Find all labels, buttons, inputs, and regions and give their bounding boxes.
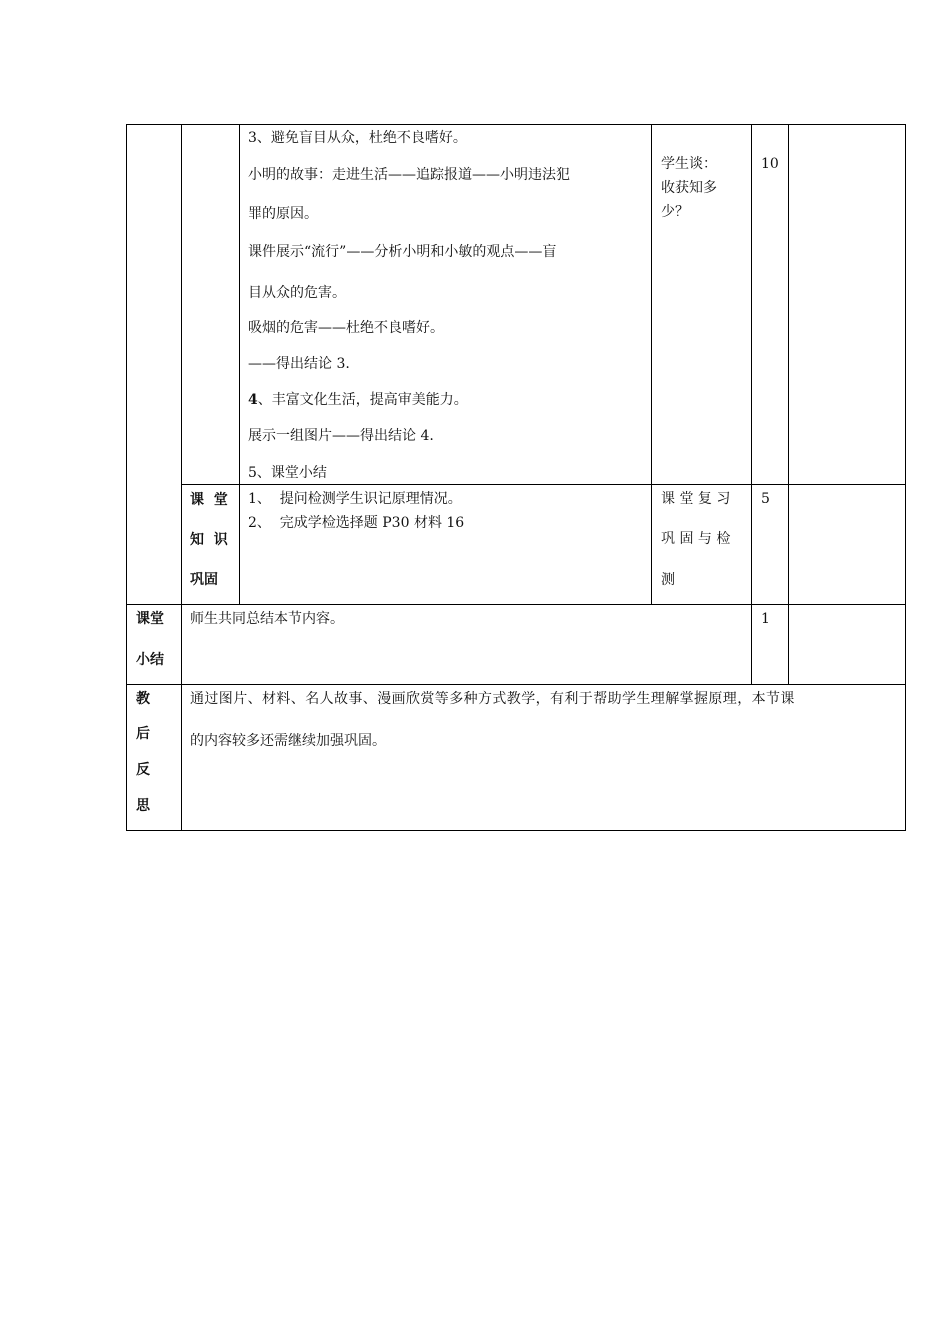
content-line: 3、避免盲目从众，杜绝不良嗜好。	[248, 130, 467, 146]
table-rule	[126, 604, 906, 605]
content-line: 通过图片、材料、名人故事、漫画欣赏等多种方式教学，有利于帮助学生理解掌握原理，本节课	[190, 691, 795, 707]
student-line: 巩 固 与 检	[661, 531, 731, 547]
content-line: 小明的故事：走进生活——追踪报道——小明违法犯	[248, 167, 570, 183]
label-char: 反	[136, 762, 150, 778]
content-line: 吸烟的危害——杜绝不良嗜好。	[248, 320, 444, 336]
table-rule	[651, 124, 652, 605]
label-line: 课堂	[136, 611, 164, 627]
heading-text: 、丰富文化生活，提高审美能力。	[257, 392, 468, 408]
label-line: 课 堂	[190, 492, 228, 508]
table-border-right	[905, 124, 906, 831]
table-border-bottom	[126, 830, 906, 831]
student-line: 课 堂 复 习	[661, 491, 731, 507]
student-line: 测	[661, 572, 675, 588]
table-rule	[126, 684, 906, 685]
table-rule	[181, 484, 906, 485]
student-line: 学生谈：	[661, 156, 717, 172]
row3-time: 1	[761, 611, 770, 627]
heading-number: 4	[248, 392, 258, 408]
content-line: 的内容较多还需继续加强巩固。	[190, 733, 386, 749]
table-rule	[751, 124, 752, 685]
content-line: 展示一组图片——得出结论 4.	[248, 428, 434, 444]
content-line: 目从众的危害。	[248, 285, 346, 301]
content-line: ——得出结论 3.	[248, 356, 350, 372]
label-line: 小结	[136, 652, 164, 668]
label-line: 巩固	[190, 572, 218, 588]
content-line: 1、 提问检测学生识记原理情况。	[248, 491, 462, 507]
content-line-heading	[248, 391, 468, 409]
table-rule	[181, 124, 182, 831]
student-line: 收获知多	[661, 180, 717, 196]
content-line: 课件展示“流行”——分析小明和小敏的观点——盲	[248, 244, 557, 260]
table-rule	[788, 124, 789, 685]
table-rule	[239, 124, 240, 605]
content-line: 2、 完成学检选择题 P30 材料 16	[248, 515, 465, 531]
table-border-top	[126, 124, 906, 125]
row2-time: 5	[761, 491, 770, 507]
label-char: 后	[136, 726, 150, 742]
row3-content: 师生共同总结本节内容。	[190, 611, 344, 627]
label-char: 思	[136, 798, 150, 814]
label-line: 知 识	[190, 532, 228, 548]
row1-time: 10	[761, 156, 779, 172]
label-char: 教	[136, 691, 150, 707]
content-line: 5、课堂小结	[248, 465, 327, 481]
student-line: 少？	[661, 204, 689, 220]
table-border-left	[126, 124, 127, 831]
content-line: 罪的原因。	[248, 206, 318, 222]
